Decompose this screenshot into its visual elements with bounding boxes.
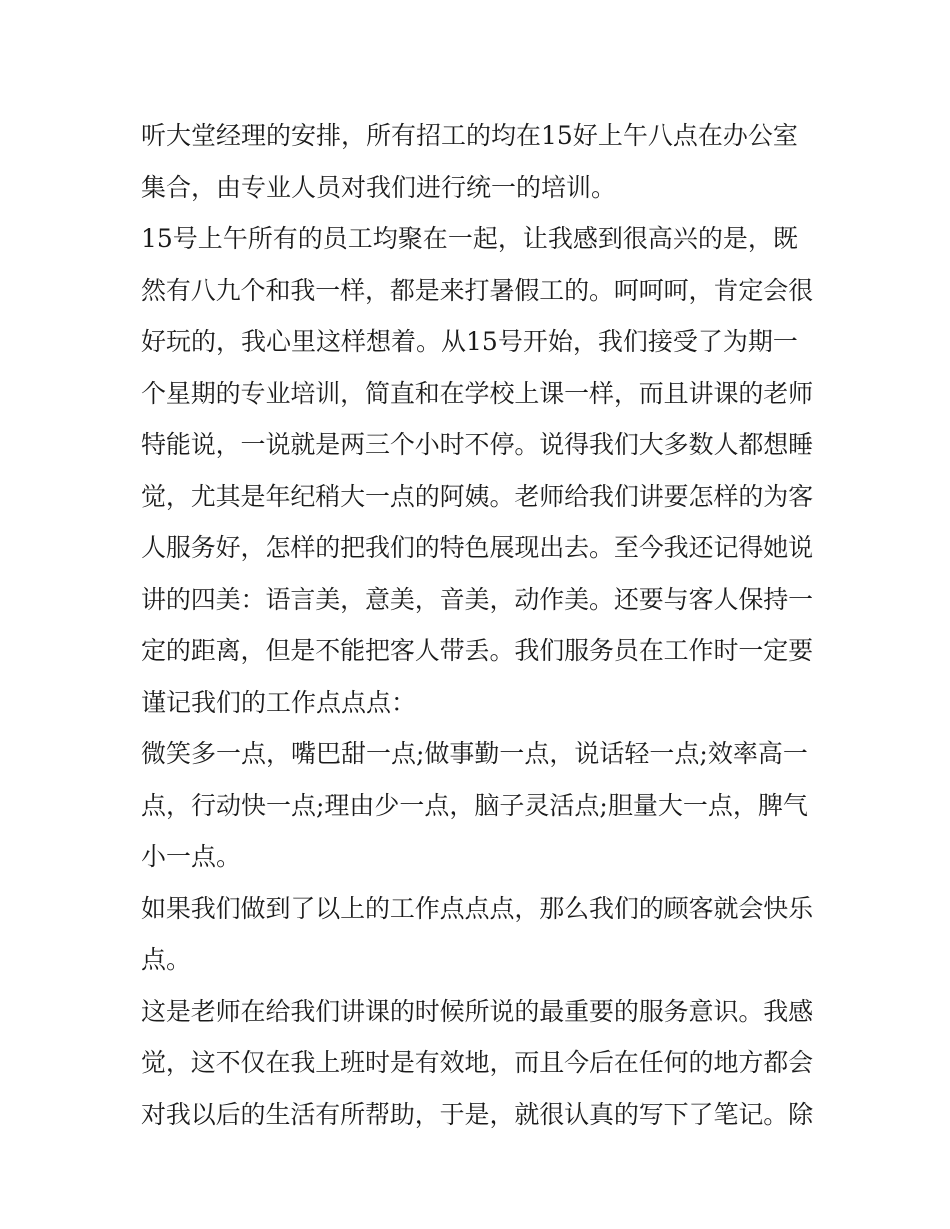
text-line: 这是老师在给我们讲课的时候所说的最重要的服务意识。我感	[141, 996, 814, 1026]
text-line: 如果我们做到了以上的工作点点点，那么我们的顾客就会快乐	[141, 893, 814, 923]
text-line: 人服务好，怎样的把我们的特色展现出去。至今我还记得她说	[141, 533, 814, 562]
text-line: 觉，这不仅在我上班时是有效地，而且今后在任何的地方都会	[141, 1048, 814, 1077]
text-line: 觉，尤其是年纪稍大一点的阿姨。老师给我们讲要怎样的为客	[141, 481, 814, 511]
text-line: 特能说，一说就是两三个小时不停。说得我们大多数人都想睡	[141, 430, 814, 459]
text-line: 定的距离，但是不能把客人带丢。我们服务员在工作时一定要	[141, 636, 814, 665]
text-line: 对我以后的生活有所帮助，于是，就很认真的写下了笔记。除	[141, 1099, 814, 1129]
text-line: 好玩的，我心里这样想着。从15号开始，我们接受了为期一	[141, 327, 798, 356]
text-line: 谨记我们的工作点点点：	[141, 687, 417, 717]
text-line: 集合，由专业人员对我们进行统一的培训。	[141, 172, 617, 202]
text-line: 个星期的专业培训，简直和在学校上课一样，而且讲课的老师	[141, 378, 814, 408]
text-line: 15号上午所有的员工均聚在一起，让我感到很高兴的是，既	[141, 224, 798, 253]
text-line: 点。	[141, 945, 192, 974]
text-line: 然有八九个和我一样，都是来打暑假工的。呵呵呵，肯定会很	[141, 275, 814, 305]
text-line: 听大堂经理的安排，所有招工的均在15好上午八点在办公室	[141, 121, 798, 150]
text-line: 讲的四美：语言美，意美，音美，动作美。还要与客人保持一	[141, 584, 814, 614]
text-line: 小一点。	[141, 842, 242, 871]
text-line: 点，行动快一点;理由少一点，脑子灵活点;胆量大一点，脾气	[141, 790, 808, 820]
body-text	[141, 110, 813, 1140]
text-line: 微笑多一点，嘴巴甜一点;做事勤一点，说话轻一点;效率高一	[141, 739, 808, 768]
